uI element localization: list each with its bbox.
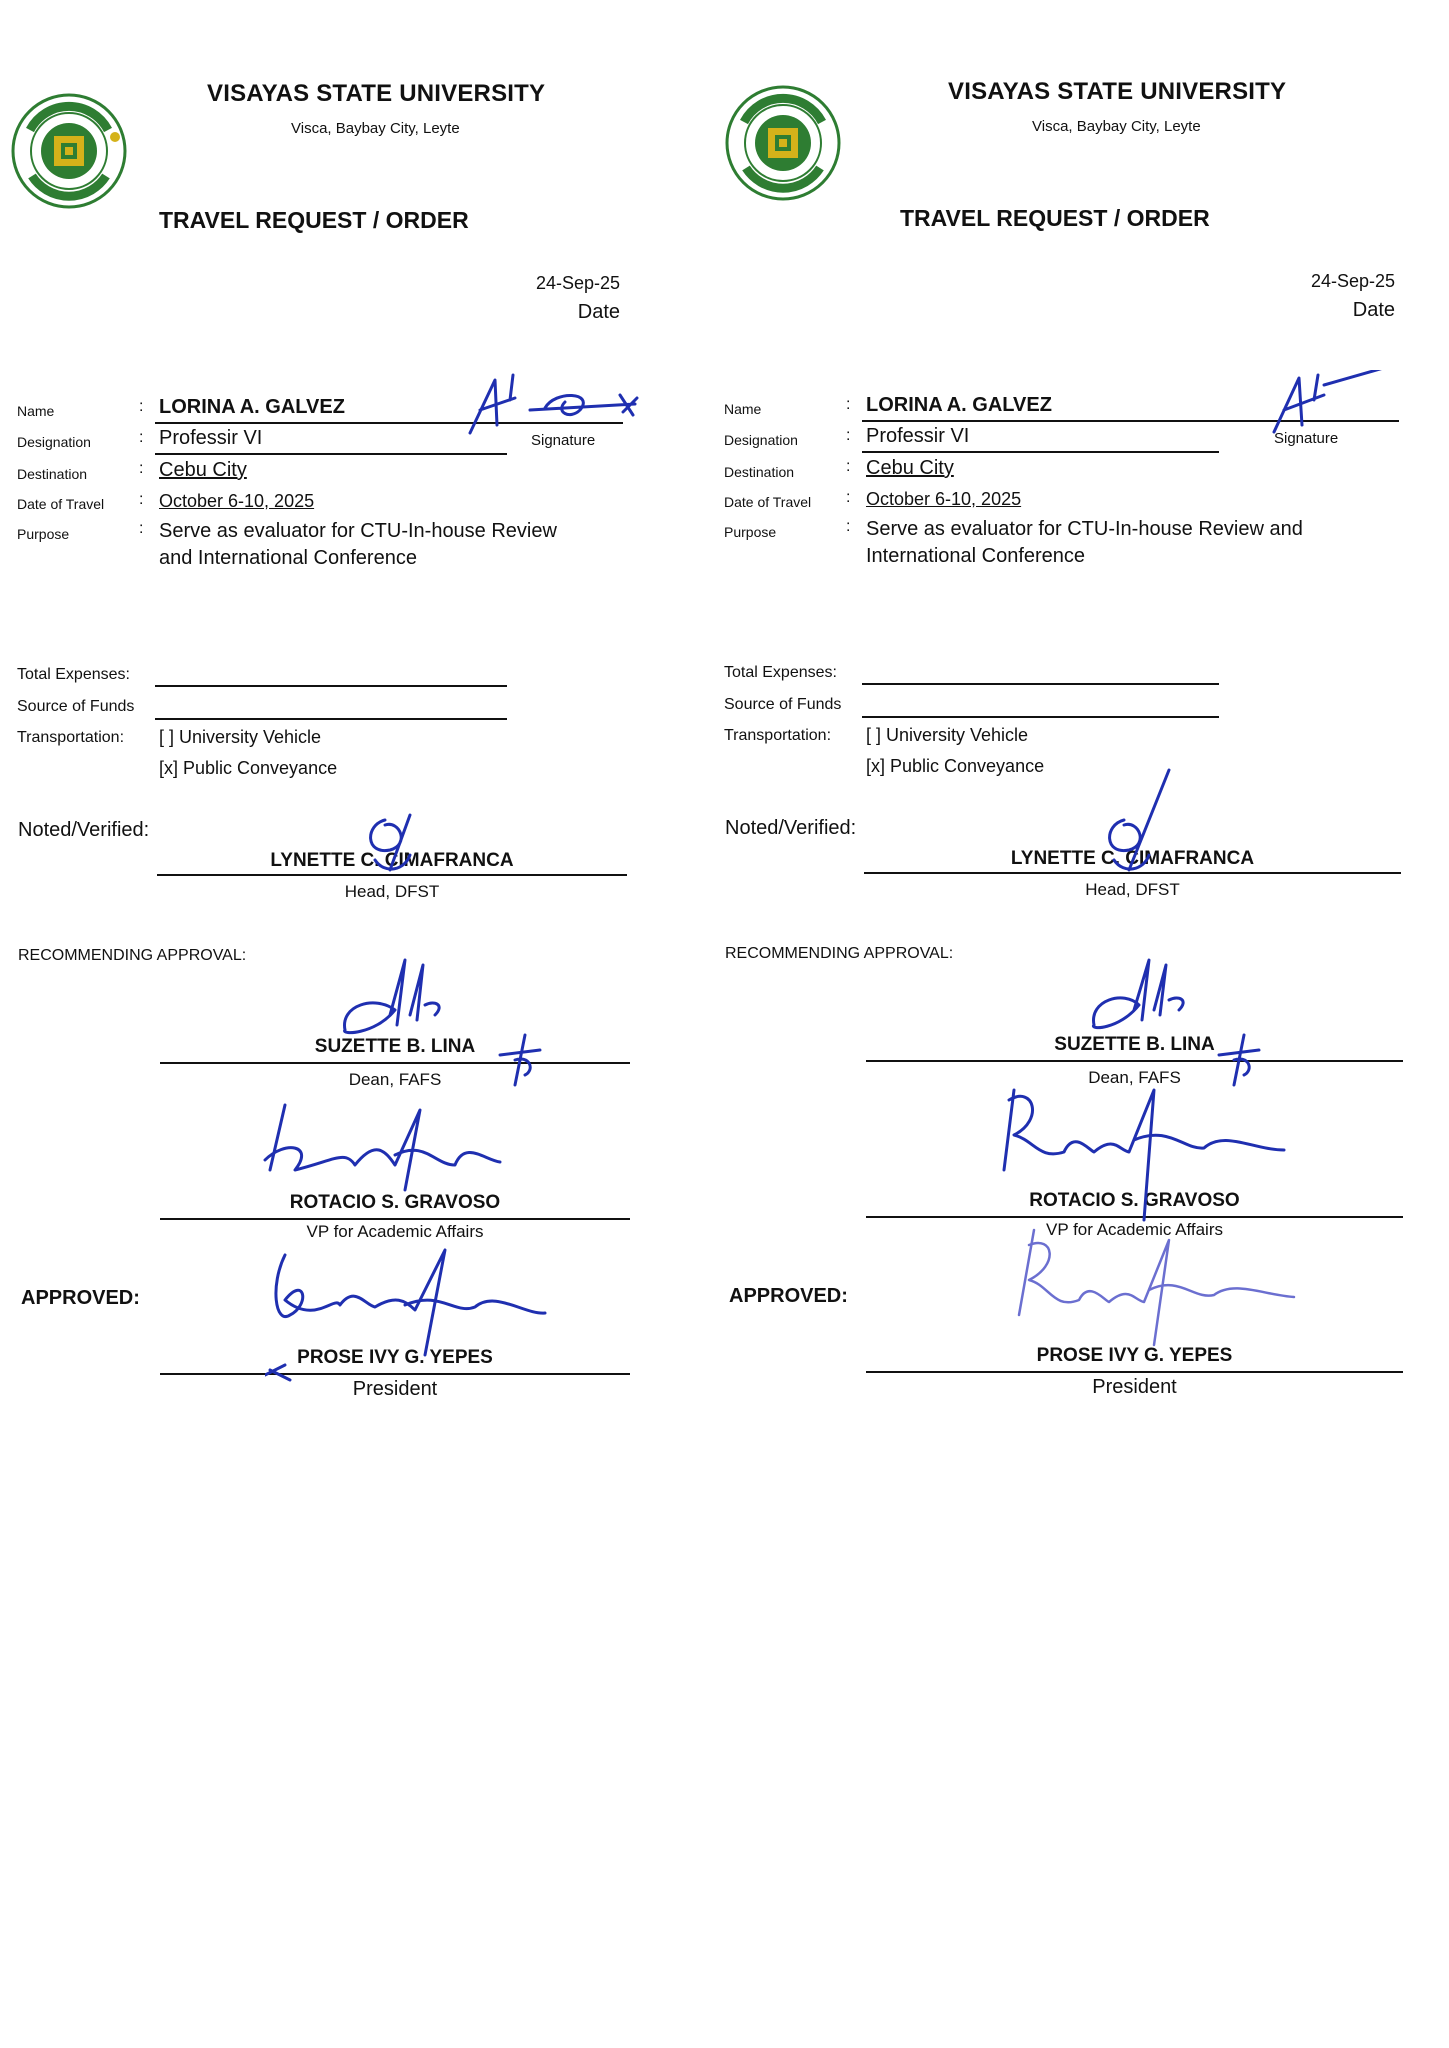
university-seal-icon: [724, 84, 842, 202]
form-title: TRAVEL REQUEST / ORDER: [900, 205, 1210, 231]
university-address: Visca, Baybay City, Leyte: [291, 120, 460, 137]
designation-label: Designation: [724, 432, 798, 448]
noted-signatory-position: Head, DFST: [1085, 880, 1180, 899]
purpose-label: Purpose: [17, 526, 70, 542]
handwritten-signature-icon: [335, 955, 465, 1045]
university-address: Visca, Baybay City, Leyte: [1032, 118, 1201, 135]
handwritten-signature-icon: [994, 1080, 1294, 1230]
colon: :: [846, 396, 851, 413]
date-of-travel-value: October 6-10, 2025: [866, 489, 1022, 509]
noted-signatory-name: LYNETTE C. CIMAFRANCA: [1010, 848, 1255, 869]
date-of-travel-label: Date of Travel: [17, 496, 105, 512]
transportation-label: Transportation:: [724, 727, 832, 744]
date-of-travel-value: October 6-10, 2025: [159, 491, 315, 511]
source-of-funds-line: [862, 716, 1219, 718]
colon: :: [846, 489, 851, 506]
purpose-line-2: International Conference: [866, 545, 1086, 567]
noted-signatory-name: LYNETTE C. CIMAFRANCA: [270, 850, 514, 871]
colon: :: [139, 520, 144, 537]
colon: :: [139, 491, 144, 508]
dean-position: Dean, FAFS: [1088, 1068, 1181, 1087]
dean-name: SUZETTE B. LINA: [314, 1036, 476, 1057]
vp-name: ROTACIO S. GRAVOSO: [1029, 1190, 1240, 1211]
purpose-value: [159, 518, 679, 572]
vp-name: ROTACIO S. GRAVOSO: [289, 1192, 501, 1213]
purpose-line-1: Serve as evaluator for CTU-In-house Review: [159, 520, 557, 542]
colon: :: [139, 398, 144, 415]
colon: :: [846, 427, 851, 444]
travel-order-form-left: [0, 0, 724, 2048]
designation-underline: [155, 453, 507, 455]
option-university-vehicle: [ ] University Vehicle: [159, 727, 322, 747]
date-of-travel-label: Date of Travel: [724, 494, 812, 510]
handwritten-initials-icon: [355, 810, 435, 880]
total-expenses-line: [862, 683, 1219, 685]
president-signature-line: [866, 1371, 1403, 1373]
recommending-approval-label: RECOMMENDING APPROVAL:: [725, 945, 954, 962]
university-name: VISAYAS STATE UNIVERSITY: [948, 78, 1287, 105]
dean-name: SUZETTE B. LINA: [1054, 1034, 1215, 1055]
colon: :: [846, 518, 851, 535]
destination-label: Destination: [17, 466, 88, 482]
dean-signature-line: [160, 1062, 630, 1064]
total-expenses-label: Total Expenses:: [724, 664, 837, 681]
handwritten-initials-icon: [495, 1030, 555, 1090]
colon: :: [139, 460, 144, 477]
source-of-funds-label: Source of Funds: [17, 698, 135, 715]
purpose-value: [866, 516, 1426, 570]
handwritten-signature-icon: [1084, 955, 1204, 1035]
president-name: PROSE IVY G. YEPES: [297, 1347, 493, 1368]
handwritten-signature-icon: [1264, 370, 1404, 440]
designation-value: Professir VI: [866, 425, 970, 447]
name-label: Name: [724, 401, 762, 417]
designation-underline: [862, 451, 1219, 453]
date-label: Date: [1352, 299, 1395, 321]
approved-label: APPROVED:: [729, 1285, 848, 1307]
handwritten-signature-icon: [255, 1100, 515, 1200]
transportation-label: Transportation:: [17, 729, 125, 746]
vp-signature-line: [160, 1218, 630, 1220]
handwritten-signature-icon: [1004, 1225, 1304, 1355]
signature-label: Signature: [1274, 430, 1339, 447]
date-label: Date: [577, 301, 620, 323]
destination-value: Cebu City: [866, 457, 954, 479]
university-name: VISAYAS STATE UNIVERSITY: [207, 80, 546, 107]
destination-value: Cebu City: [159, 459, 247, 481]
traveler-name: LORINA A. GALVEZ: [159, 396, 345, 418]
approved-label: APPROVED:: [21, 1287, 140, 1309]
noted-verified-label: Noted/Verified:: [725, 817, 857, 839]
president-position: President: [1092, 1376, 1177, 1398]
total-expenses-label: Total Expenses:: [17, 666, 130, 683]
signature-label: Signature: [531, 432, 596, 449]
noted-signatory-position: Head, DFST: [344, 882, 440, 901]
university-seal-icon: [10, 92, 128, 210]
dean-position: Dean, FAFS: [348, 1070, 442, 1089]
name-label: Name: [17, 403, 55, 419]
handwritten-initials-icon: [1094, 760, 1184, 880]
designation-value: Professir VI: [159, 427, 263, 449]
option-university-vehicle: [ ] University Vehicle: [866, 725, 1029, 745]
total-expenses-line: [155, 685, 507, 687]
handwritten-signature-icon: [265, 1245, 555, 1385]
source-of-funds-line: [155, 718, 507, 720]
option-public-conveyance: [x] Public Conveyance: [866, 756, 1045, 776]
colon: :: [846, 458, 851, 475]
date-value: 24-Sep-25: [1310, 271, 1395, 291]
president-position: President: [352, 1378, 438, 1400]
date-value: 24-Sep-25: [535, 273, 620, 293]
destination-label: Destination: [724, 464, 795, 480]
source-of-funds-label: Source of Funds: [724, 696, 842, 713]
traveler-name: LORINA A. GALVEZ: [866, 394, 1052, 416]
dean-signature-line: [866, 1060, 1403, 1062]
purpose-line-1: Serve as evaluator for CTU-In-house Review and: [866, 518, 1303, 540]
form-title: TRAVEL REQUEST / ORDER: [159, 207, 469, 233]
recommending-approval-label: RECOMMENDING APPROVAL:: [18, 947, 247, 964]
handwritten-signature-icon: [455, 370, 645, 450]
travel-order-form-right: [724, 0, 1448, 2048]
noted-verified-label: Noted/Verified:: [18, 819, 150, 841]
vp-position: VP for Academic Affairs: [306, 1222, 484, 1241]
colon: :: [139, 429, 144, 446]
option-public-conveyance: [x] Public Conveyance: [159, 758, 338, 778]
president-name: PROSE IVY G. YEPES: [1036, 1345, 1233, 1366]
vp-position: VP for Academic Affairs: [1045, 1220, 1223, 1239]
purpose-label: Purpose: [724, 524, 777, 540]
designation-label: Designation: [17, 434, 91, 450]
purpose-line-2: and International Conference: [159, 547, 417, 569]
